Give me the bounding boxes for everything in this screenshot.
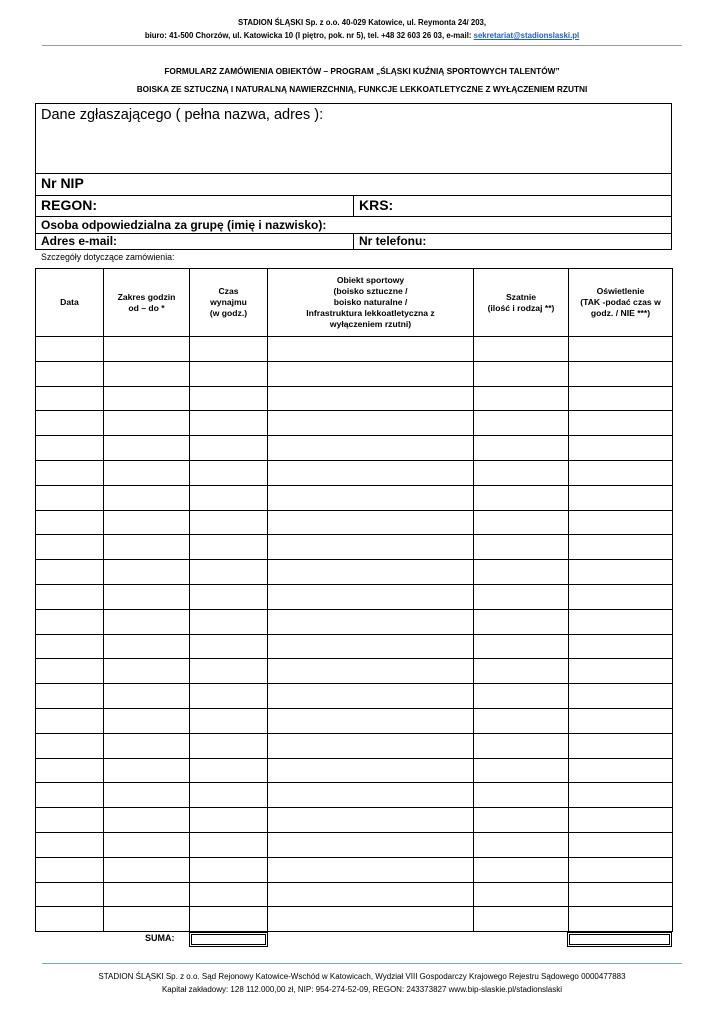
table-cell[interactable] <box>36 882 104 907</box>
table-header-row <box>36 269 673 337</box>
table-cell[interactable] <box>36 411 104 436</box>
table-cell[interactable] <box>569 436 673 461</box>
table-cell[interactable] <box>190 857 268 882</box>
table-cell[interactable] <box>36 560 104 585</box>
table-cell[interactable] <box>569 907 673 932</box>
table-cell[interactable] <box>104 386 190 411</box>
table-row <box>36 510 673 535</box>
table-cell[interactable] <box>569 337 673 362</box>
header-line: (TAK -podać czas w <box>580 297 661 307</box>
table-cell[interactable] <box>569 634 673 659</box>
order-rows <box>36 337 673 932</box>
table-cell[interactable] <box>569 684 673 709</box>
table-cell[interactable] <box>190 808 268 833</box>
header-line: wyłączeniem rzutni) <box>329 319 412 329</box>
table-cell[interactable] <box>268 907 474 932</box>
table-cell[interactable] <box>104 832 190 857</box>
form-subtitle: BOISKA ZE SZTUCZNĄ I NATURALNĄ NAWIERZCHNIĄ, FUNKCJE LEKKOATLETYCZNE Z WYŁĄCZENIEM RZUTNI <box>136 84 588 94</box>
table-cell[interactable] <box>36 510 104 535</box>
table-cell[interactable] <box>268 584 474 609</box>
table-cell[interactable] <box>190 907 268 932</box>
table-cell[interactable] <box>268 684 474 709</box>
table-cell[interactable] <box>268 857 474 882</box>
table-cell[interactable] <box>190 560 268 585</box>
header-line: Zakres godzin <box>117 291 176 302</box>
table-cell[interactable] <box>104 337 190 362</box>
table-cell[interactable] <box>190 783 268 808</box>
header-line: godz. / NIE ***) <box>590 308 651 318</box>
form-title: FORMULARZ ZAMÓWIENIA OBIEKTÓW – PROGRAM „ŚLĄSKI KUŹNIĄ SPORTOWYCH TALENTÓW” <box>164 66 560 76</box>
table-cell[interactable] <box>268 510 474 535</box>
table-cell[interactable] <box>36 436 104 461</box>
table-cell[interactable] <box>36 485 104 510</box>
table-cell[interactable] <box>104 609 190 634</box>
table-row <box>36 832 673 857</box>
table-cell[interactable] <box>36 808 104 833</box>
table-cell[interactable] <box>104 361 190 386</box>
table-row <box>36 684 673 709</box>
table-row <box>36 337 673 362</box>
table-cell[interactable] <box>569 659 673 684</box>
table-cell[interactable] <box>569 733 673 758</box>
header-line: Obiekt sportowy <box>336 275 405 285</box>
table-cell[interactable] <box>104 436 190 461</box>
table-cell[interactable] <box>268 485 474 510</box>
table-row <box>36 733 673 758</box>
table-cell[interactable] <box>190 337 268 362</box>
column-header-facility <box>268 269 474 337</box>
table-cell[interactable] <box>474 907 569 932</box>
table-cell[interactable] <box>190 584 268 609</box>
table-cell[interactable] <box>190 386 268 411</box>
table-cell[interactable] <box>474 758 569 783</box>
table-cell[interactable] <box>104 758 190 783</box>
applicant-label: Dane zgłaszającego ( pełna nazwa, adres ): <box>41 107 324 123</box>
table-cell[interactable] <box>569 485 673 510</box>
table-row <box>36 609 673 634</box>
table-cell[interactable] <box>268 758 474 783</box>
table-cell[interactable] <box>474 411 569 436</box>
table-cell[interactable] <box>190 535 268 560</box>
table-cell[interactable] <box>268 882 474 907</box>
table-cell[interactable] <box>569 411 673 436</box>
order-details-label: Szczegóły dotyczące zamówienia: <box>41 252 175 262</box>
nip-field[interactable] <box>35 173 672 196</box>
table-cell[interactable] <box>569 386 673 411</box>
table-cell[interactable] <box>474 485 569 510</box>
table-cell[interactable] <box>268 832 474 857</box>
table-cell[interactable] <box>569 460 673 485</box>
table-cell[interactable] <box>104 882 190 907</box>
table-row <box>36 783 673 808</box>
table-cell[interactable] <box>569 535 673 560</box>
table-cell[interactable] <box>569 882 673 907</box>
table-cell[interactable] <box>268 659 474 684</box>
phone-label: Nr telefonu: <box>359 234 427 248</box>
table-row <box>36 758 673 783</box>
table-cell[interactable] <box>474 584 569 609</box>
header-line: (w godz.) <box>209 308 248 318</box>
header-line: od – do * <box>128 302 165 313</box>
table-cell[interactable] <box>474 634 569 659</box>
table-cell[interactable] <box>268 460 474 485</box>
header-line: Czas <box>218 286 239 296</box>
table-cell[interactable] <box>474 733 569 758</box>
table-row <box>36 659 673 684</box>
sum-row <box>35 932 672 947</box>
table-cell[interactable] <box>474 386 569 411</box>
regon-label: REGON: <box>41 197 97 213</box>
table-cell[interactable] <box>190 708 268 733</box>
table-cell[interactable] <box>104 560 190 585</box>
table-cell[interactable] <box>268 733 474 758</box>
table-cell[interactable] <box>268 560 474 585</box>
footer-capital-line: Kapitał zakładowy: 128 112.000,00 zł, NIP: 954-274-52-09, REGON: 243373827 www.bip-slaskie.pl/stadionslaski <box>161 985 563 994</box>
column-header-lighting <box>569 269 673 337</box>
orders-table <box>35 268 673 932</box>
table-cell[interactable] <box>104 733 190 758</box>
table-cell[interactable] <box>569 758 673 783</box>
table-cell[interactable] <box>104 535 190 560</box>
email-label: Adres e-mail: <box>41 234 118 248</box>
table-cell[interactable] <box>36 460 104 485</box>
sum-lighting-field[interactable] <box>567 932 672 947</box>
footer-registry-line: STADION ŚLĄSKI Sp. z o.o. Sąd Rejonowy Katowice-Wschód w Katowicach, Wydział VIII Gospodarczy Krajowego Rejestru Sądowego 0000477883 <box>98 972 626 981</box>
table-cell[interactable] <box>474 609 569 634</box>
table-cell[interactable] <box>104 783 190 808</box>
table-cell[interactable] <box>569 783 673 808</box>
table-cell[interactable] <box>36 535 104 560</box>
table-row <box>36 460 673 485</box>
table-cell[interactable] <box>569 584 673 609</box>
column-header-hours <box>104 269 190 337</box>
table-cell[interactable] <box>104 634 190 659</box>
table-cell[interactable] <box>104 485 190 510</box>
table-cell[interactable] <box>190 361 268 386</box>
table-cell[interactable] <box>104 411 190 436</box>
table-cell[interactable] <box>190 436 268 461</box>
table-cell[interactable] <box>268 535 474 560</box>
header-line: boisko naturalne / <box>333 297 408 307</box>
table-cell[interactable] <box>104 584 190 609</box>
table-row <box>36 436 673 461</box>
table-cell[interactable] <box>36 708 104 733</box>
table-cell[interactable] <box>474 659 569 684</box>
table-cell[interactable] <box>104 510 190 535</box>
header-line: wynajmu <box>210 297 247 307</box>
table-cell[interactable] <box>474 560 569 585</box>
krs-label: KRS: <box>359 197 394 213</box>
table-cell[interactable] <box>268 411 474 436</box>
office-contact-text: biuro: 41-500 Chorzów, ul. Katowicka 10 (I piętro, pok. nr 5), tel. +48 32 603 26 03, e-mail: <box>144 31 474 40</box>
table-cell[interactable] <box>569 857 673 882</box>
column-header-locker-rooms <box>474 269 569 337</box>
sum-duration-field[interactable] <box>189 932 268 947</box>
table-cell[interactable] <box>36 361 104 386</box>
table-row <box>36 907 673 932</box>
table-cell[interactable] <box>474 436 569 461</box>
header-divider <box>42 45 682 46</box>
table-row <box>36 882 673 907</box>
table-cell[interactable] <box>190 733 268 758</box>
table-cell[interactable] <box>36 386 104 411</box>
table-cell[interactable] <box>474 510 569 535</box>
table-cell[interactable] <box>190 411 268 436</box>
table-cell[interactable] <box>569 832 673 857</box>
table-cell[interactable] <box>474 684 569 709</box>
company-office-line <box>0 31 724 40</box>
header-line: (ilość i rodzaj **) <box>487 302 555 313</box>
table-cell[interactable] <box>474 361 569 386</box>
table-cell[interactable] <box>190 758 268 783</box>
table-cell[interactable] <box>268 386 474 411</box>
header-line: Szatnie <box>505 291 537 302</box>
table-cell[interactable] <box>569 708 673 733</box>
table-cell[interactable] <box>190 882 268 907</box>
table-cell[interactable] <box>104 907 190 932</box>
table-cell[interactable] <box>474 832 569 857</box>
table-cell[interactable] <box>190 659 268 684</box>
header-line: (boisko sztuczne / <box>333 286 408 296</box>
table-cell[interactable] <box>268 783 474 808</box>
table-cell[interactable] <box>474 337 569 362</box>
krs-field[interactable] <box>353 195 672 217</box>
table-cell[interactable] <box>104 857 190 882</box>
table-cell[interactable] <box>36 684 104 709</box>
table-cell[interactable] <box>474 460 569 485</box>
table-cell[interactable] <box>569 361 673 386</box>
table-cell[interactable] <box>104 684 190 709</box>
table-row <box>36 535 673 560</box>
header-line: Data <box>60 297 79 307</box>
table-cell[interactable] <box>474 857 569 882</box>
table-cell[interactable] <box>104 659 190 684</box>
table-cell[interactable] <box>569 560 673 585</box>
table-cell[interactable] <box>190 510 268 535</box>
table-row <box>36 485 673 510</box>
table-cell[interactable] <box>569 808 673 833</box>
table-cell[interactable] <box>36 857 104 882</box>
table-cell[interactable] <box>36 337 104 362</box>
table-cell[interactable] <box>268 436 474 461</box>
table-cell[interactable] <box>36 609 104 634</box>
table-cell[interactable] <box>36 584 104 609</box>
table-cell[interactable] <box>474 535 569 560</box>
table-row <box>36 361 673 386</box>
table-cell[interactable] <box>190 485 268 510</box>
email-link[interactable]: sekretariat@stadionslaski.pl <box>473 31 580 40</box>
table-cell[interactable] <box>474 708 569 733</box>
table-cell[interactable] <box>474 882 569 907</box>
table-cell[interactable] <box>36 758 104 783</box>
header-line: Infrastruktura lekkoatletyczna z <box>306 308 435 318</box>
table-row <box>36 386 673 411</box>
table-cell[interactable] <box>36 832 104 857</box>
column-header-date <box>36 269 104 337</box>
table-cell[interactable] <box>190 684 268 709</box>
nip-label: Nr NIP <box>41 175 84 191</box>
table-cell[interactable] <box>190 634 268 659</box>
table-cell[interactable] <box>569 609 673 634</box>
table-cell[interactable] <box>190 460 268 485</box>
table-cell[interactable] <box>268 337 474 362</box>
table-row <box>36 808 673 833</box>
table-cell[interactable] <box>474 783 569 808</box>
table-cell[interactable] <box>268 361 474 386</box>
table-cell[interactable] <box>36 634 104 659</box>
responsible-person-label: Osoba odpowiedzialna za grupę (imię i nazwisko): <box>41 218 327 232</box>
footer-divider <box>42 963 682 964</box>
table-row <box>36 857 673 882</box>
table-cell[interactable] <box>36 733 104 758</box>
table-cell[interactable] <box>36 783 104 808</box>
table-row <box>36 411 673 436</box>
table-cell[interactable] <box>474 808 569 833</box>
sum-label: SUMA: <box>145 933 175 943</box>
table-cell[interactable] <box>569 510 673 535</box>
table-cell[interactable] <box>36 907 104 932</box>
table-cell[interactable] <box>190 832 268 857</box>
table-cell[interactable] <box>36 659 104 684</box>
table-cell[interactable] <box>104 460 190 485</box>
table-cell[interactable] <box>104 708 190 733</box>
table-cell[interactable] <box>268 808 474 833</box>
table-row <box>36 584 673 609</box>
table-row <box>36 560 673 585</box>
table-row <box>36 708 673 733</box>
column-header-duration <box>190 269 268 337</box>
table-cell[interactable] <box>268 708 474 733</box>
header-line: Oświetlenie <box>596 286 645 296</box>
company-address-line: STADION ŚLĄSKI Sp. z o.o. 40-029 Katowice, ul. Reymonta 24/ 203, <box>237 18 487 27</box>
table-row <box>36 634 673 659</box>
table-cell[interactable] <box>268 634 474 659</box>
table-cell[interactable] <box>268 609 474 634</box>
table-cell[interactable] <box>104 808 190 833</box>
table-cell[interactable] <box>190 609 268 634</box>
